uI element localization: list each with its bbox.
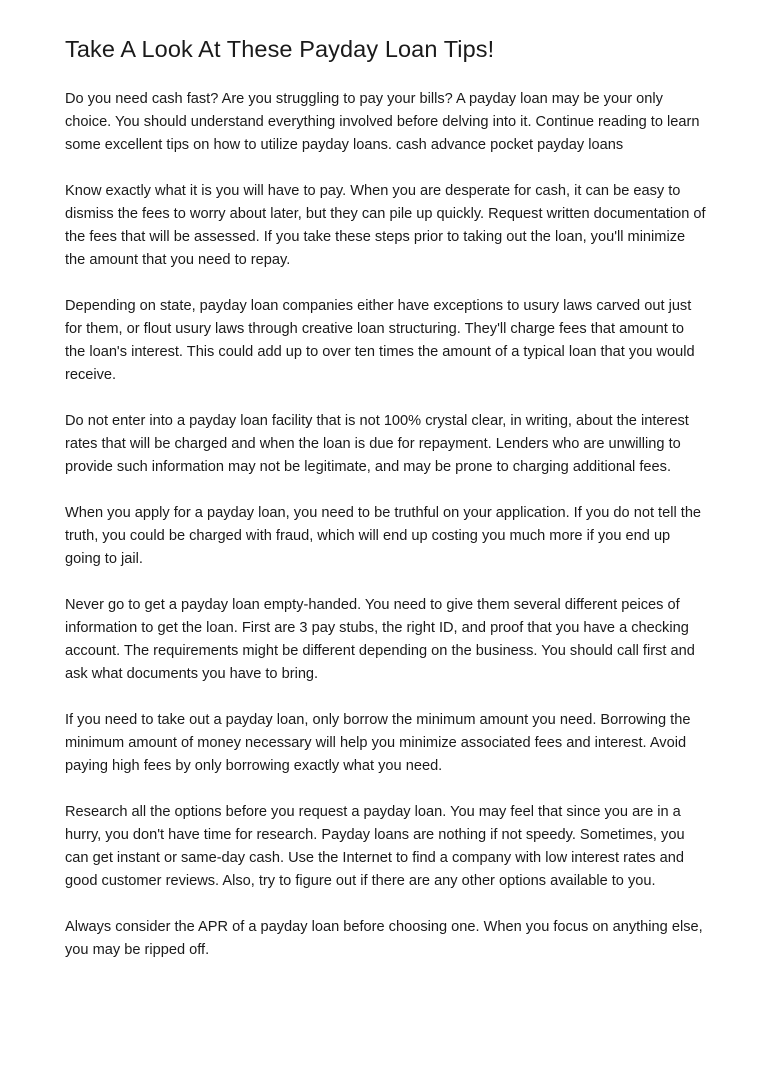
article-body [65,88,708,962]
paragraph-3: Depending on state, payday loan companies either have exceptions to usury laws carved out just for them, or flout usury laws through creative loan structuring. They'll charge fees that amount to the loan's interest. This could add up to over ten times the amount of a typical loan that you would receive. [65,298,695,383]
paragraph-4: Do not enter into a payday loan facility that is not 100% crystal clear, in writing, about the interest rates that will be charged and when the loan is due for repayment. Lenders who are unwilling to provide such information may not be legitimate, and may be prone to charging additional fees. [65,413,689,475]
paragraph-6: Never go to get a payday loan empty-handed. You need to give them several different peices of information to get the loan. First are 3 pay stubs, the right ID, and proof that you have a checking account. The requirements might be different depending on the business. You should call first and ask what documents you have to bring. [65,597,695,682]
paragraph-7: If you need to take out a payday loan, only borrow the minimum amount you need. Borrowing the minimum amount of money necessary will help you minimize associated fees and interest. Avoid paying high fees by only borrowing exactly what you need. [65,712,691,774]
paragraph-9: Always consider the APR of a payday loan before choosing one. When you focus on anything else, you may be ripped off. [65,919,703,958]
paragraph-5: When you apply for a payday loan, you need to be truthful on your application. If you do not tell the truth, you could be charged with fraud, which will end up costing you much more if you end up going to jail. [65,505,702,567]
paragraph-1: Do you need cash fast? Are you struggling to pay your bills? A payday loan may be your only choice. You should understand everything involved before delving into it. Continue reading to learn some excellent tips on how to utilize payday loans. cash advance pocket payday loans [65,91,700,153]
page-title: Take A Look At These Payday Loan Tips! [65,36,495,62]
paragraph-8: Research all the options before you request a payday loan. You may feel that since you are in a hurry, you don't have time for research. Payday loans are nothing if not speedy. Sometimes, you can get instant or same-day cash. Use the Internet to find a company with low interest rates and good customer reviews. Also, try to figure out if there are any other options available to you. [65,804,685,889]
paragraph-2: Know exactly what it is you will have to pay. When you are desperate for cash, it can be easy to dismiss the fees to worry about later, but they can pile up quickly. Request written documentation of the fees that will be assessed. If you take these steps prior to taking out the loan, you'll minimize the amount that you need to repay. [65,183,706,268]
